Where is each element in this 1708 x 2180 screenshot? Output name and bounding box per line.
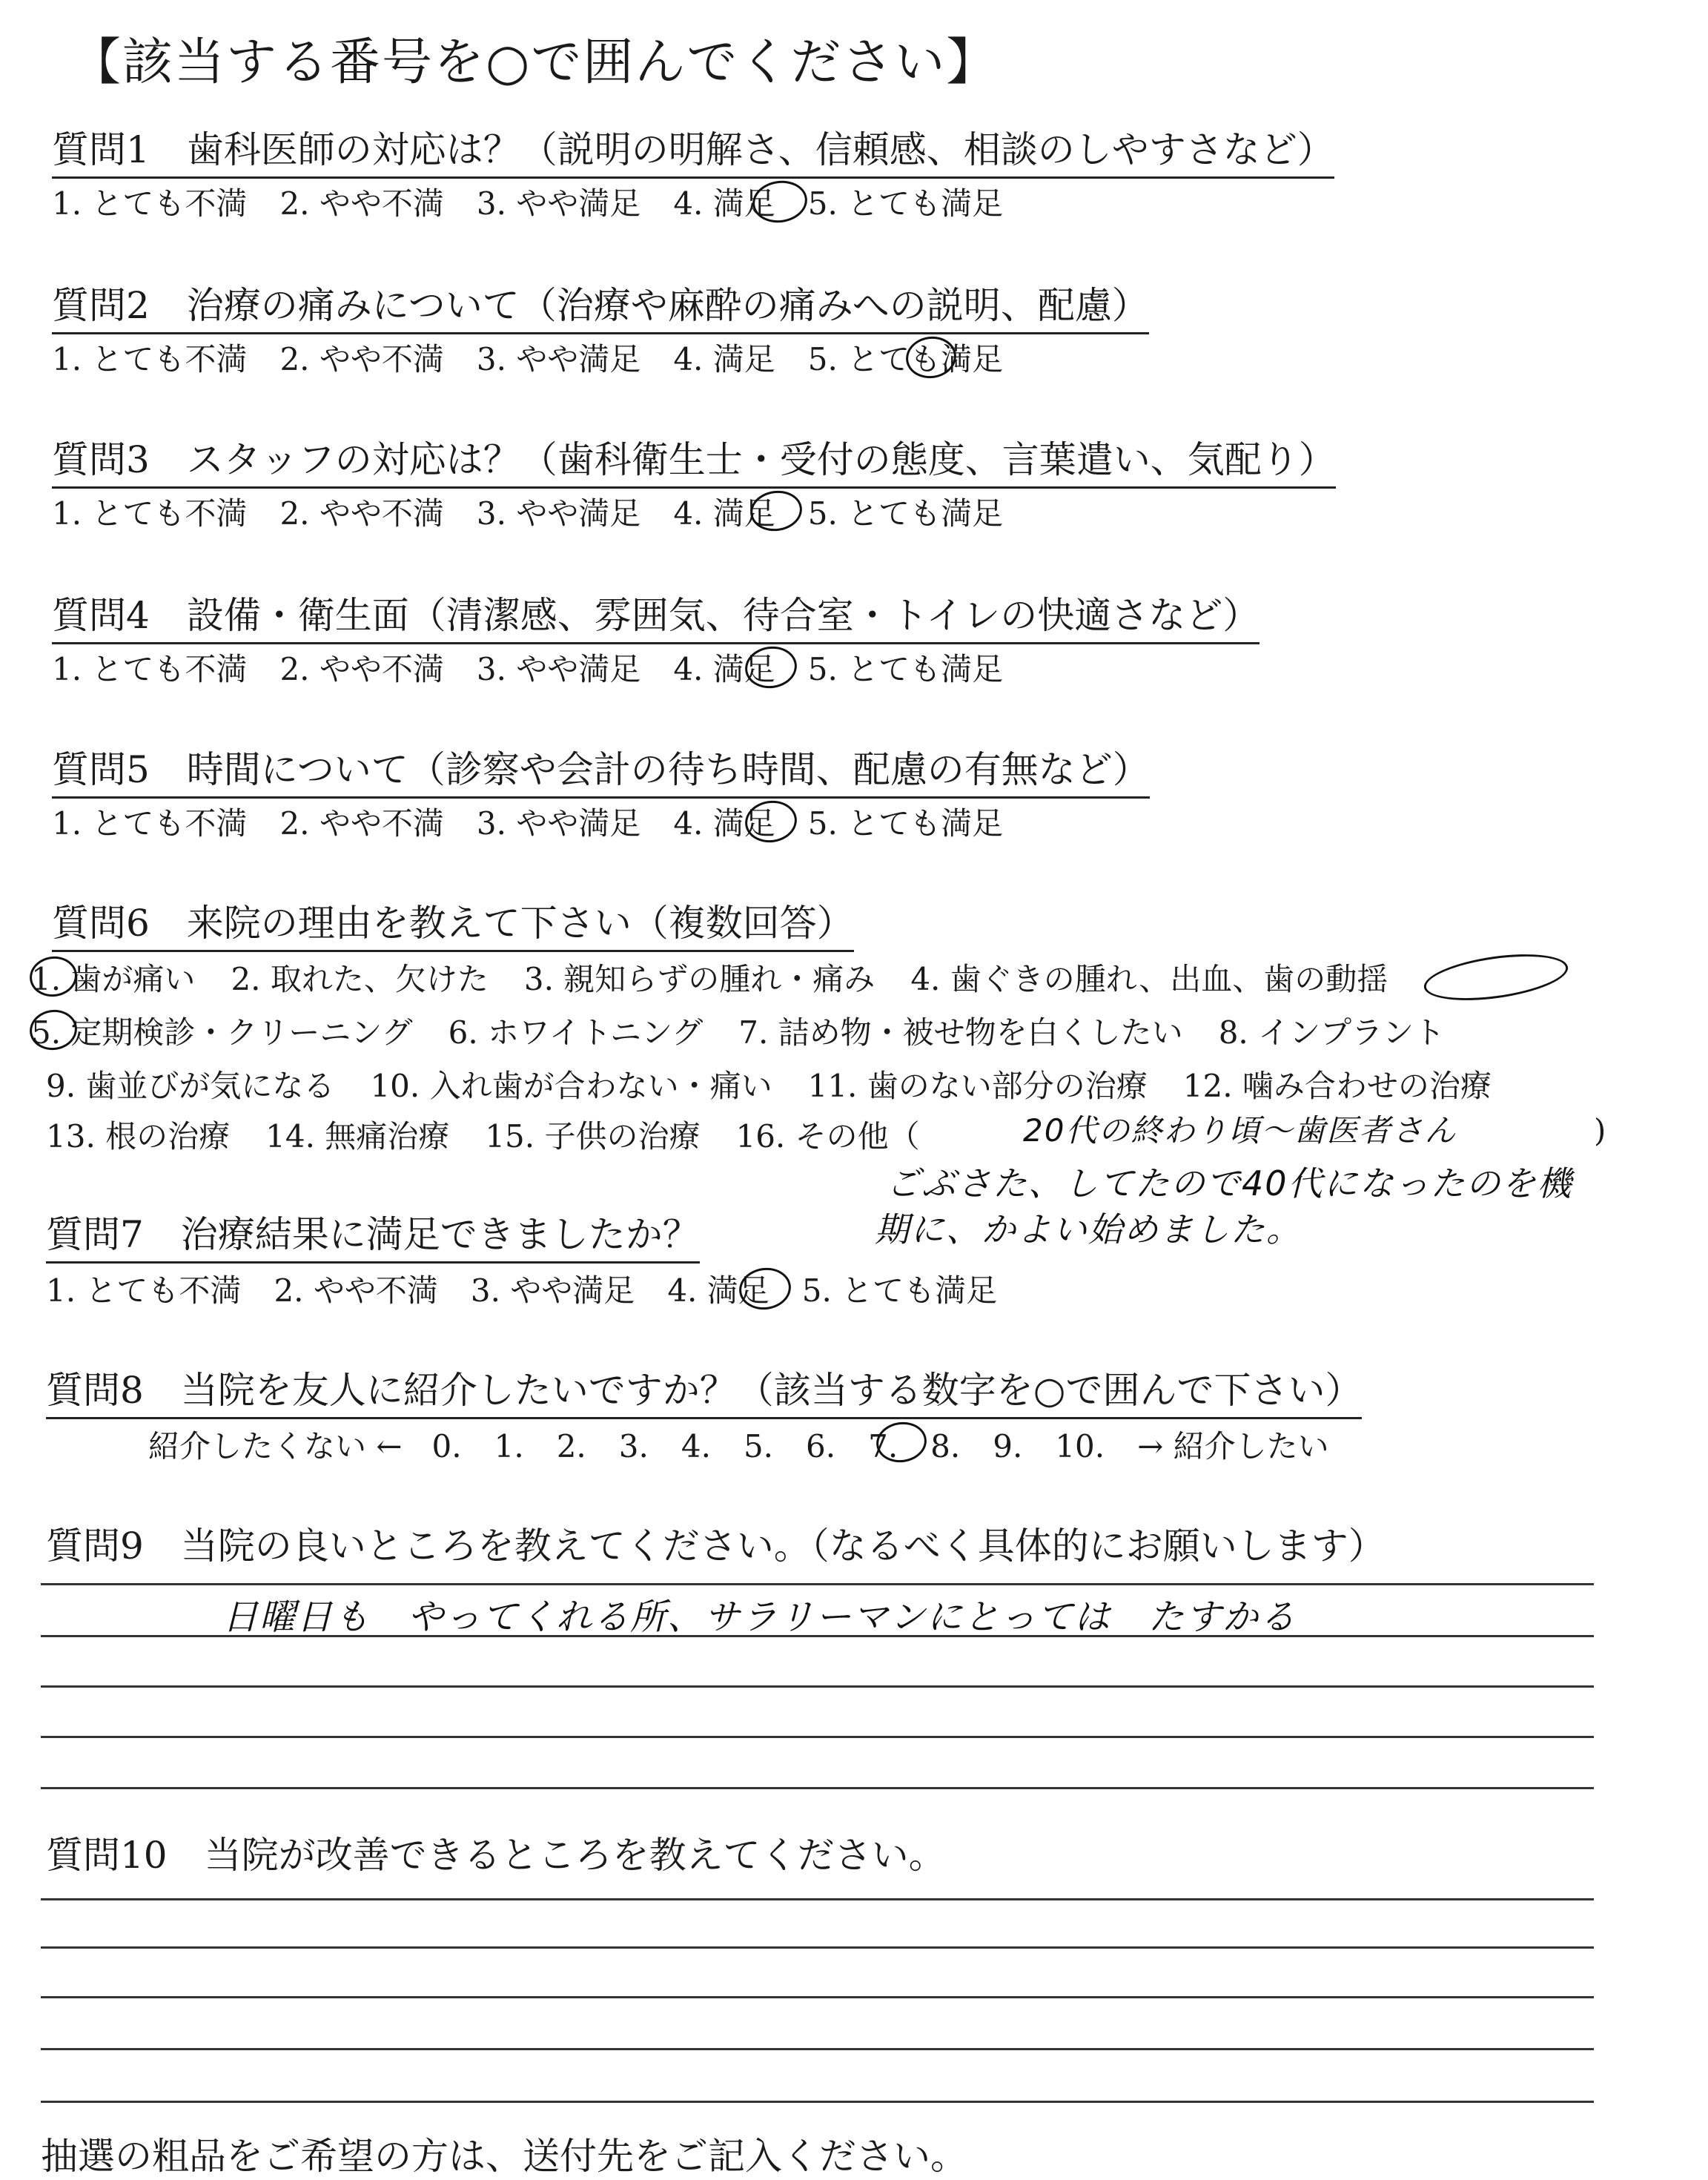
question-6-options-row1 xyxy=(31,955,1423,1000)
q6-option-14[interactable]: 14. 無痛治療 xyxy=(265,1118,450,1155)
question-6-options-row2 xyxy=(31,1008,1480,1053)
q5-option-3[interactable]: 3. やや満足 xyxy=(476,805,641,842)
q2-option-2[interactable]: 2. やや不満 xyxy=(279,341,444,377)
q8-right-label: → 紹介したい xyxy=(1137,1428,1329,1464)
q8-option-5[interactable]: 5. xyxy=(743,1428,774,1464)
q1-option-4[interactable]: 4. 満足 xyxy=(673,185,775,222)
q1-option-1[interactable]: 1. とても不満 xyxy=(52,185,248,222)
q2-option-5[interactable]: 5. とても満足 xyxy=(807,341,1004,377)
question-4-label: 質問4 設備・衛生面（清潔感、雰囲気、待合室・トイレの快適さなど） xyxy=(52,586,1260,644)
q8-left-label: 紹介したくない ← xyxy=(148,1428,403,1464)
q6-option-8[interactable]: 8. インプラント xyxy=(1218,1014,1446,1051)
question-6-options-row4 xyxy=(46,1112,920,1157)
question-6-label: 質問6 来院の理由を教えて下さい（複数回答） xyxy=(52,894,854,952)
q4-option-4[interactable]: 4. 満足 xyxy=(673,651,775,687)
q1-option-2[interactable]: 2. やや不満 xyxy=(279,185,444,222)
question-6-options-row3 xyxy=(46,1062,1527,1106)
q8-option-8[interactable]: 8. xyxy=(930,1428,961,1464)
question-3-options xyxy=(52,489,1036,534)
q6-option-15[interactable]: 15. 子供の治療 xyxy=(485,1118,701,1155)
q8-option-1[interactable]: 1. xyxy=(494,1428,524,1464)
question-5-options xyxy=(52,799,1036,844)
q6-option-5[interactable]: 5. 定期検診・クリーニング xyxy=(31,1014,413,1051)
q6-option-12[interactable]: 12. 噛み合わせの治療 xyxy=(1182,1068,1492,1104)
q6-other-handwritten-line3: 期に、かよい始めました。 xyxy=(875,1209,1302,1249)
q6-option-10[interactable]: 10. 入れ歯が合わない・痛い xyxy=(370,1068,772,1104)
q9-answer-line-2 xyxy=(41,1635,1594,1637)
question-1-options xyxy=(52,179,1036,224)
q6-other-close-paren: ) xyxy=(1594,1112,1606,1149)
q7-option-5[interactable]: 5. とても満足 xyxy=(801,1272,998,1309)
q5-option-5[interactable]: 5. とても満足 xyxy=(807,805,1004,842)
q1-option-5[interactable]: 5. とても満足 xyxy=(807,185,1004,222)
q2-option-4[interactable]: 4. 満足 xyxy=(673,341,775,377)
q7-option-3[interactable]: 3. やや満足 xyxy=(470,1272,635,1309)
q7-option-2[interactable]: 2. やや不満 xyxy=(274,1272,438,1309)
question-10-label: 質問10 当院が改善できるところを教えてください。 xyxy=(46,1834,946,1877)
question-8-scale xyxy=(148,1422,1362,1467)
q7-option-4[interactable]: 4. 満足 xyxy=(667,1272,769,1309)
question-3-label: 質問3 スタッフの対応は？（歯科衛生士・受付の態度、言葉遣い、気配り） xyxy=(52,430,1336,489)
question-9-label: 質問9 当院の良いところを教えてください。（なるべく具体的にお願いします） xyxy=(46,1525,1386,1568)
q10-answer-line-3[interactable] xyxy=(41,1996,1594,1998)
q10-answer-line-4[interactable] xyxy=(41,2048,1594,2050)
q10-answer-line-2[interactable] xyxy=(41,1946,1594,1949)
q10-answer-line-1[interactable] xyxy=(41,1898,1594,1900)
q9-answer-line-5 xyxy=(41,1787,1594,1789)
q6-option-9[interactable]: 9. 歯並びが気になる xyxy=(46,1068,335,1104)
q8-option-9[interactable]: 9. xyxy=(993,1428,1023,1464)
question-7-label: 質問7 治療結果に満足できましたか？ xyxy=(46,1205,700,1264)
q2-option-1[interactable]: 1. とても不満 xyxy=(52,341,248,377)
q6-option-6[interactable]: 6. ホワイトニング xyxy=(448,1014,704,1051)
q6-selected-circle-tooth-mobility xyxy=(1421,947,1571,1008)
q1-option-3[interactable]: 3. やや満足 xyxy=(476,185,641,222)
question-8-label: 質問8 当院を友人に紹介したいですか？（該当する数字を○で囲んで下さい） xyxy=(46,1361,1362,1419)
question-2-label: 質問2 治療の痛みについて（治療や麻酔の痛みへの説明、配慮） xyxy=(52,276,1149,334)
q4-option-1[interactable]: 1. とても不満 xyxy=(52,651,248,687)
q6-option-4-tooth-mobility[interactable]: 歯の動揺 xyxy=(1263,961,1388,997)
q4-option-5[interactable]: 5. とても満足 xyxy=(807,651,1004,687)
survey-title: 【該当する番号を○で囲んでください】 xyxy=(70,33,999,92)
q9-answer-line-1 xyxy=(41,1583,1594,1585)
footer-note: 抽選の粗品をご希望の方は、送付先をご記入ください。 xyxy=(41,2135,967,2178)
q3-option-1[interactable]: 1. とても不満 xyxy=(52,495,248,532)
q4-option-2[interactable]: 2. やや不満 xyxy=(279,651,444,687)
q10-answer-line-5[interactable] xyxy=(41,2101,1594,2103)
question-4-options xyxy=(52,645,1036,690)
q4-option-3[interactable]: 3. やや満足 xyxy=(476,651,641,687)
q3-option-3[interactable]: 3. やや満足 xyxy=(476,495,641,532)
q5-option-1[interactable]: 1. とても不満 xyxy=(52,805,248,842)
q9-answer-handwritten[interactable]: 日曜日も やってくれる所、サラリーマンにとっては たすかる xyxy=(222,1596,1297,1638)
q8-option-3[interactable]: 3. xyxy=(618,1428,649,1464)
q6-option-3[interactable]: 3. 親知らずの腫れ・痛み xyxy=(523,961,875,997)
q6-other-handwritten-line2: ごぶさた、してたので40代になったのを機 xyxy=(886,1163,1573,1203)
q7-option-1[interactable]: 1. とても不満 xyxy=(46,1272,242,1309)
q3-option-2[interactable]: 2. やや不満 xyxy=(279,495,444,532)
q2-option-3[interactable]: 3. やや満足 xyxy=(476,341,641,377)
q8-option-2[interactable]: 2. xyxy=(556,1428,586,1464)
q3-option-4[interactable]: 4. 満足 xyxy=(673,495,775,532)
question-1-label: 質問1 歯科医師の対応は？（説明の明解さ、信頼感、相談のしやすさなど） xyxy=(52,120,1334,179)
q6-option-4[interactable]: 4. 歯ぐきの腫れ、出血、 xyxy=(910,961,1264,997)
q6-option-11[interactable]: 11. 歯のない部分の治療 xyxy=(807,1068,1148,1104)
q9-answer-line-3 xyxy=(41,1685,1594,1688)
q3-option-5[interactable]: 5. とても満足 xyxy=(807,495,1004,532)
q6-other-handwritten-line1: 20代の終わり頃～歯医者さん xyxy=(1023,1112,1457,1149)
q5-option-2[interactable]: 2. やや不満 xyxy=(279,805,444,842)
q5-option-4[interactable]: 4. 満足 xyxy=(673,805,775,842)
question-7-options xyxy=(46,1266,1030,1311)
q8-option-4[interactable]: 4. xyxy=(681,1428,711,1464)
question-5-label: 質問5 時間について（診察や会計の待ち時間、配慮の有無など） xyxy=(52,740,1150,799)
q6-option-2[interactable]: 2. 取れた、欠けた xyxy=(231,961,489,997)
q6-option-13[interactable]: 13. 根の治療 xyxy=(46,1118,231,1155)
q6-option-1[interactable]: 1. 歯が痛い xyxy=(31,961,196,997)
q8-option-10[interactable]: 10. xyxy=(1055,1428,1105,1464)
q6-option-7[interactable]: 7. 詰め物・被せ物を白くしたい xyxy=(738,1014,1183,1051)
q8-option-7[interactable]: 7. xyxy=(868,1428,898,1464)
question-2-options xyxy=(52,335,1036,380)
q6-option-16-other[interactable]: 16. その他（ xyxy=(735,1118,920,1155)
q8-option-6[interactable]: 6. xyxy=(806,1428,836,1464)
q9-answer-line-4 xyxy=(41,1736,1594,1738)
q8-option-0[interactable]: 0. xyxy=(431,1428,462,1464)
